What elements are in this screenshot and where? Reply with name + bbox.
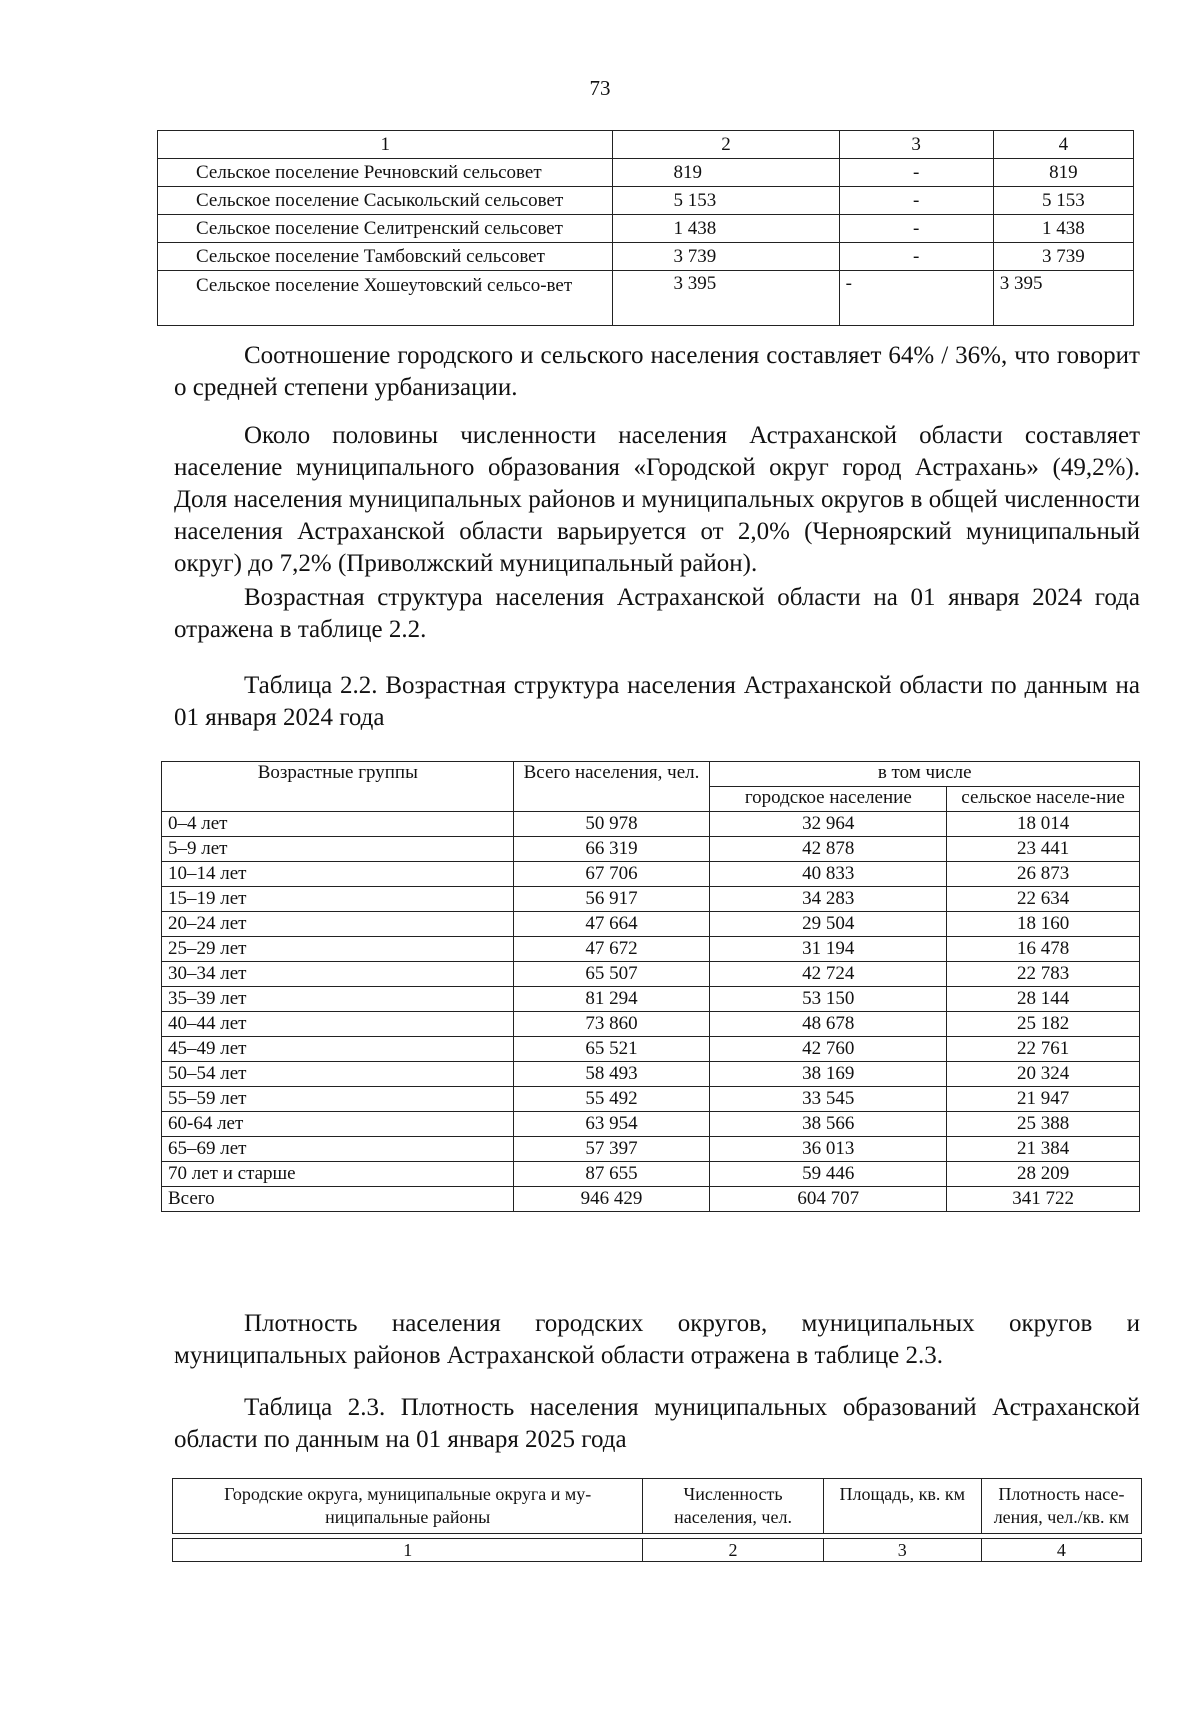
settlement-name: Сельское поселение Селитренский сельсовет [158,215,613,243]
col-header-3: 3 [839,131,993,159]
total-cell: 65 507 [513,962,710,987]
age-group-cell: 20–24 лет [162,912,514,937]
header-urban: городское население [710,787,947,812]
age-group-cell: Всего [162,1187,514,1212]
paragraph-astrakhan-share: Около половины численности населения Астраханской области составляет население муниципального образования «Городской округ город Астрахань» (49,2%). Доля населения муниципальных районов и муниципальных округов в общей численности населения Астраханской области варьируется от 2,0% (Черноярский муниципальный округ) до 7,2% (Приволжский муниципальный район). [174,422,1140,577]
total-cell: 66 319 [513,837,710,862]
rural-cell: 23 441 [947,837,1140,862]
index-cell-2: 2 [643,1539,823,1562]
urban-cell: 42 724 [710,962,947,987]
table-row [158,243,1134,271]
table-row [162,1062,1140,1087]
header-total-population: Всего населения, чел. [513,762,710,812]
paragraph-urbanization: Соотношение городского и сельского населения составляет 64% / 36%, что говорит о средней степени урбанизации. [174,342,1140,401]
col-header-1: 1 [158,131,613,159]
age-group-cell: 65–69 лет [162,1137,514,1162]
urban-cell: 34 283 [710,887,947,912]
total-cell: 57 397 [513,1137,710,1162]
table-index-row [173,1539,1142,1562]
table-row [162,987,1140,1012]
rural-cell: 25 388 [947,1112,1140,1137]
age-group-cell: 50–54 лет [162,1062,514,1087]
total-cell: 87 655 [513,1162,710,1187]
paragraph-density: Плотность населения городских округов, муниципальных округов и муниципальных районов Астраханской области отражена в таблице 2.3. [174,1310,1140,1369]
header-area: Площадь, кв. км [823,1479,981,1534]
urban-cell: 42 878 [710,837,947,862]
col-header-2: 2 [613,131,839,159]
age-group-cell: 70 лет и старше [162,1162,514,1187]
settlement-name: Сельское поселение Сасыкольский сельсовет [158,187,613,215]
urban-cell: 38 169 [710,1062,947,1087]
age-group-cell: 35–39 лет [162,987,514,1012]
total-cell: 50 978 [513,812,710,837]
col-header-4: 4 [993,131,1133,159]
rural-cell: 21 947 [947,1087,1140,1112]
rural-value: 1 438 [993,215,1133,243]
table-row [162,937,1140,962]
table-header-row [162,762,1140,787]
total-cell: 63 954 [513,1112,710,1137]
table-22-caption: Таблица 2.2. Возрастная структура населения Астраханской области по данным на 01 января 2024 года [174,672,1140,731]
table-row [158,215,1134,243]
rural-cell: 25 182 [947,1012,1140,1037]
settlement-name: Сельское поселение Хошеутовский сельсо-вет [158,271,613,326]
table-row [162,1012,1140,1037]
header-including: в том числе [710,762,1140,787]
urban-cell: 42 760 [710,1037,947,1062]
density-table-header [172,1478,1142,1562]
rural-value: 3 395 [993,271,1133,326]
urban-cell: 31 194 [710,937,947,962]
index-cell-1: 1 [173,1539,643,1562]
settlement-name: Сельское поселение Речновский сельсовет [158,159,613,187]
age-table-body [162,812,1140,1212]
table-row [162,812,1140,837]
table-row [162,1037,1140,1062]
table-row [162,1137,1140,1162]
rural-value: 819 [993,159,1133,187]
rural-cell: 28 144 [947,987,1140,1012]
rural-cell: 22 761 [947,1037,1140,1062]
age-structure-table [161,761,1140,1212]
index-cell-3: 3 [823,1539,981,1562]
rural-cell: 28 209 [947,1162,1140,1187]
table-row [158,159,1134,187]
total-value: 5 153 [613,187,839,215]
settlement-name: Сельское поселение Тамбовский сельсовет [158,243,613,271]
header-density: Плотность насе-ления, чел./кв. км [981,1479,1141,1534]
urban-value: - [839,215,993,243]
table-header-row [158,131,1134,159]
age-group-cell: 10–14 лет [162,862,514,887]
rural-value: 3 739 [993,243,1133,271]
urban-value: - [839,243,993,271]
age-group-cell: 0–4 лет [162,812,514,837]
urban-cell: 48 678 [710,1012,947,1037]
age-group-cell: 5–9 лет [162,837,514,862]
table-row [162,1162,1140,1187]
header-age-groups: Возрастные группы [162,762,514,812]
age-group-cell: 25–29 лет [162,937,514,962]
table-row [162,837,1140,862]
rural-cell: 18 014 [947,812,1140,837]
table-row [158,187,1134,215]
total-cell: 47 664 [513,912,710,937]
table-header-row [173,1479,1142,1534]
urban-cell: 38 566 [710,1112,947,1137]
table-row [162,1112,1140,1137]
total-value: 819 [613,159,839,187]
paragraph-age-structure: Возрастная структура населения Астраханской области на 01 января 2024 года отражена в таблице 2.2. [174,584,1140,643]
table-row [162,962,1140,987]
rural-cell: 22 634 [947,887,1140,912]
rural-cell: 341 722 [947,1187,1140,1212]
table-row [162,1087,1140,1112]
age-group-cell: 45–49 лет [162,1037,514,1062]
urban-cell: 33 545 [710,1087,947,1112]
table-row [162,862,1140,887]
table-23-caption: Таблица 2.3. Плотность населения муниципальных образований Астраханской области по данным на 01 января 2025 года [174,1394,1140,1453]
rural-cell: 22 783 [947,962,1140,987]
header-municipality: Городские округа, муниципальные округа и му-ниципальные районы [173,1479,643,1534]
total-cell: 47 672 [513,937,710,962]
header-rural: сельское населе-ние [947,787,1140,812]
total-cell: 55 492 [513,1087,710,1112]
age-group-cell: 30–34 лет [162,962,514,987]
age-group-cell: 60-64 лет [162,1112,514,1137]
urban-cell: 53 150 [710,987,947,1012]
table-row [162,912,1140,937]
urban-value: - [839,271,993,326]
total-cell: 65 521 [513,1037,710,1062]
total-cell: 81 294 [513,987,710,1012]
total-cell: 946 429 [513,1187,710,1212]
urban-cell: 36 013 [710,1137,947,1162]
rural-cell: 20 324 [947,1062,1140,1087]
header-population: Численность населения, чел. [643,1479,823,1534]
rural-cell: 26 873 [947,862,1140,887]
age-group-cell: 55–59 лет [162,1087,514,1112]
total-cell: 58 493 [513,1062,710,1087]
total-cell: 56 917 [513,887,710,912]
population-continuation-table [157,130,1134,326]
urban-cell: 40 833 [710,862,947,887]
page-number: 73 [589,76,611,100]
index-cell-4: 4 [981,1539,1141,1562]
urban-cell: 59 446 [710,1162,947,1187]
urban-value: - [839,187,993,215]
age-group-cell: 40–44 лет [162,1012,514,1037]
urban-cell: 604 707 [710,1187,947,1212]
rural-cell: 21 384 [947,1137,1140,1162]
total-value: 3 395 [613,271,839,326]
rural-cell: 18 160 [947,912,1140,937]
age-group-cell: 15–19 лет [162,887,514,912]
rural-cell: 16 478 [947,937,1140,962]
urban-cell: 32 964 [710,812,947,837]
urban-cell: 29 504 [710,912,947,937]
urban-value: - [839,159,993,187]
total-cell: 67 706 [513,862,710,887]
total-value: 3 739 [613,243,839,271]
rural-value: 5 153 [993,187,1133,215]
table-row [158,271,1134,326]
table-row [162,1187,1140,1212]
table-row [162,887,1140,912]
total-value: 1 438 [613,215,839,243]
total-cell: 73 860 [513,1012,710,1037]
